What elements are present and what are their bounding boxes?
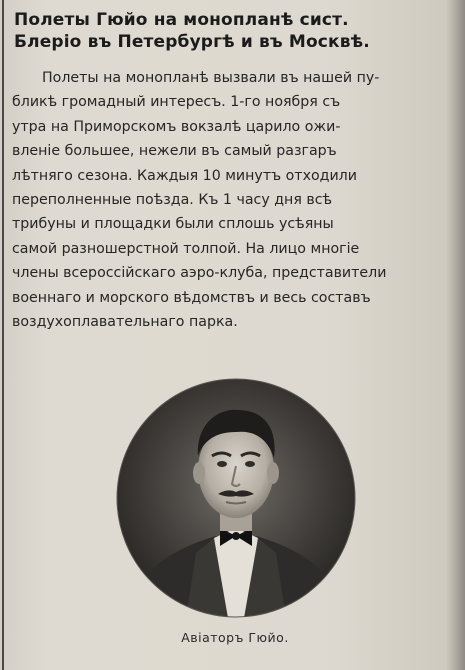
body-line: самой разношерстной толпой. На лицо многіе [12, 240, 360, 257]
body-line: бликѣ громадный интересъ. 1-го ноября съ [12, 94, 341, 111]
body-line: вленіе большее, нежели въ самый разгаръ [12, 143, 337, 160]
body-line: военнаго и морского вѣдомствъ и весь составъ [12, 289, 371, 306]
body-line: утра на Приморскомъ вокзалѣ царило ожи- [12, 118, 341, 135]
title-line: Блеріо въ Петербургѣ и въ Москвѣ. [14, 32, 370, 52]
body-line: члены всероссійскаго аэро-клуба, представители [12, 265, 387, 282]
body-line: Полеты на монопланѣ вызвали въ нашей пу- [42, 70, 380, 86]
article-body [12, 66, 465, 334]
body-line: трибуны и площадки были сплошь усѣяны [12, 216, 334, 233]
body-line: воздухоплавательнаго парка. [12, 314, 238, 331]
article-title [14, 9, 465, 53]
aviator-portrait [116, 378, 356, 618]
body-line: переполненные поѣзда. Къ 1 часу дня всѣ [12, 192, 333, 209]
column-rule [2, 0, 4, 670]
body-line: лѣтняго сезона. Каждыя 10 минутъ отходили [12, 167, 357, 184]
portrait-photo [116, 378, 356, 618]
portrait-caption: Авіаторъ Гюйо. [181, 630, 289, 645]
title-line: Полеты Гюйо на монопланѣ сист. [14, 10, 349, 30]
